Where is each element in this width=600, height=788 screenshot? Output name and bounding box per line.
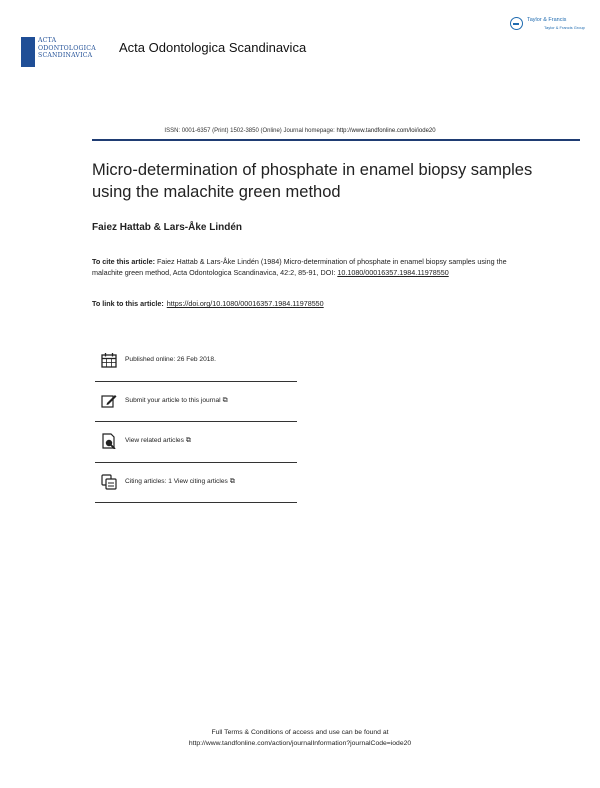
publisher-name: Taylor & Francis (527, 17, 567, 23)
published-online-panel (95, 341, 297, 381)
doi-link[interactable]: 10.1080/00016357.1984.11978550 (337, 268, 449, 278)
header-divider (92, 139, 580, 141)
footer-terms-link[interactable]: http://www.tandfonline.com/action/journalInformation?journalCode=iode20 (188, 740, 412, 747)
citation-label: To cite this article: (92, 257, 155, 266)
citing-articles-icon (101, 474, 117, 490)
article-title: Micro-determination of phosphate in enamel biopsy samples using the malachite green method (92, 161, 533, 201)
article-authors: Faiez Hattab & Lars-Åke Lindén (92, 222, 243, 233)
search-document-icon (101, 433, 117, 449)
journal-logo-line: ACTA (38, 37, 57, 44)
issn-line (0, 128, 600, 134)
journal-logo-line: ODONTOLOGICA (38, 44, 96, 52)
journal-name[interactable]: Acta Odontologica Scandinavica (119, 40, 307, 55)
link-label: To link to this article: (92, 299, 164, 308)
journal-logo-mark (21, 37, 35, 67)
external-link-icon: ⧉ (229, 478, 235, 485)
citing-articles-panel[interactable] (95, 463, 297, 503)
journal-logo-line: SCANDINAVICA (38, 52, 93, 60)
journal-homepage-link[interactable]: http://www.tandfonline.com/loi/iode20 (336, 128, 436, 134)
journal-logo (21, 37, 99, 67)
calendar-icon (101, 352, 117, 368)
publisher-logo[interactable] (510, 16, 585, 36)
view-related-articles-link[interactable]: View related articles (125, 437, 184, 444)
citing-articles-link[interactable]: Citing articles: 1 View citing articles (125, 478, 228, 485)
footer (0, 727, 600, 749)
citation-text: Faiez Hattab & Lars-Åke Lindén (1984) Micro-determination of phosphate in enamel biopsy samples using the malachite green method, Acta Odontologica Scandinavica, 42:2, 85-91, DOI: (92, 257, 507, 278)
external-link-icon: ⧉ (222, 397, 228, 404)
published-online-label: Published online: 26 Feb 2018. (125, 356, 216, 363)
citation-block (92, 256, 532, 279)
issn-text: ISSN: 0001-6357 (Print) 1502-3850 (Online) Journal homepage: (164, 128, 337, 134)
panel-divider (95, 502, 297, 503)
submit-article-link[interactable]: Submit your article to this journal (125, 397, 221, 404)
article-doi-url[interactable]: https://doi.org/10.1080/00016357.1984.11978550 (166, 299, 324, 308)
edit-icon (101, 393, 117, 409)
publisher-tagline: Taylor & Francis Group (544, 25, 585, 30)
external-link-icon: ⧉ (185, 437, 191, 444)
related-articles-panel[interactable] (95, 422, 297, 462)
footer-terms-text: Full Terms & Conditions of access and use can be found at (211, 729, 389, 736)
publisher-logo-icon (510, 17, 523, 30)
article-link-block (92, 299, 324, 308)
submit-article-panel[interactable] (95, 382, 297, 422)
